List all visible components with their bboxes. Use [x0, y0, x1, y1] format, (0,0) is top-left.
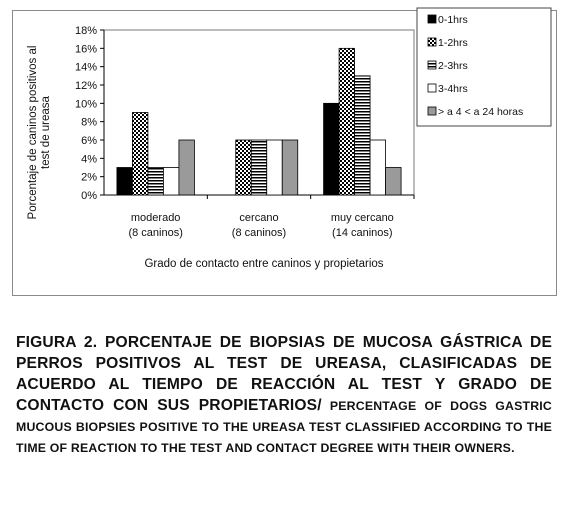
legend-label: 0-1hrs: [438, 14, 468, 26]
bar-2-3: [339, 48, 355, 195]
legend-swatch: [428, 84, 436, 92]
y-tick-label: 12%: [74, 80, 97, 92]
bar-5-2: [282, 140, 298, 195]
legend-label: 2-3hrs: [438, 60, 468, 72]
y-tick-label: 2%: [81, 171, 97, 184]
legend-swatch: [428, 61, 436, 69]
y-tick-label: 4%: [81, 153, 97, 166]
legend-label: 3-4hrs: [438, 83, 468, 95]
bar-4-2: [267, 140, 283, 195]
caption-english: PERCENTAGE OF DOGS GASTRIC MUCOUS BIOPSIES POSITIVE TO THE UREASA TEST CLASSIFIED ACCORDING TO THE TIME OF REACTION TO THE TEST AND CONTACT DEGREE WITH THEIR OWNERS.: [16, 399, 553, 455]
caption-spanish: FIGURA 2. PORCENTAJE DE BIOPSIAS DE MUCOSA GÁSTRICA DE PERROS POSITIVOS AL TEST DE UREASA, CLASIFICADAS DE ACUERDO AL TIEMPO DE REACCIÓN AL TEST Y GRADO DE CONTACTO CON SUS PROPIETARIOS/: [16, 334, 552, 414]
category-label: moderado: [130, 212, 181, 224]
bar-4-3: [370, 140, 386, 195]
bar-3-3: [355, 76, 371, 195]
y-tick-label: 14%: [74, 61, 97, 74]
legend-swatch: [428, 107, 436, 115]
y-axis-label-line2: test de ureasa: [40, 96, 52, 169]
bar-3-1: [148, 168, 164, 196]
y-tick-label: 0%: [81, 190, 97, 202]
legend: [417, 8, 551, 126]
x-axis-label: Grado de contacto entre caninos y propietarios: [144, 258, 384, 270]
bar-2-1: [132, 113, 148, 196]
y-tick-label: 18%: [74, 25, 97, 37]
y-tick-label: 6%: [81, 135, 97, 147]
bar-3-2: [251, 140, 267, 195]
y-tick-label: 10%: [74, 98, 97, 111]
bar-2-2: [236, 140, 252, 195]
legend-swatch: [428, 38, 436, 46]
y-axis-tick-labels: [75, 25, 104, 202]
x-axis-category-labels: [128, 212, 393, 239]
legend-swatch: [428, 15, 436, 23]
category-sublabel: (8 caninos): [128, 227, 183, 239]
y-tick-label: 16%: [74, 43, 97, 56]
bar-1-1: [117, 168, 132, 196]
category-label: cercano: [239, 212, 279, 224]
legend-label: 1-2hrs: [438, 37, 468, 49]
bar-5-3: [386, 168, 402, 196]
legend-label: > a 4 < a 24 horas: [438, 106, 524, 118]
y-axis-label-line1: Porcentaje de caninos positivos al: [27, 45, 39, 220]
bar-5-1: [179, 140, 195, 195]
category-label: muy cercano: [330, 212, 394, 224]
bar-4-1: [163, 168, 179, 196]
category-sublabel: (14 caninos): [332, 227, 393, 239]
y-tick-label: 8%: [81, 116, 97, 129]
category-sublabel: (8 caninos): [231, 227, 287, 239]
figure-caption: [16, 332, 552, 459]
bar-1-3: [324, 103, 340, 195]
